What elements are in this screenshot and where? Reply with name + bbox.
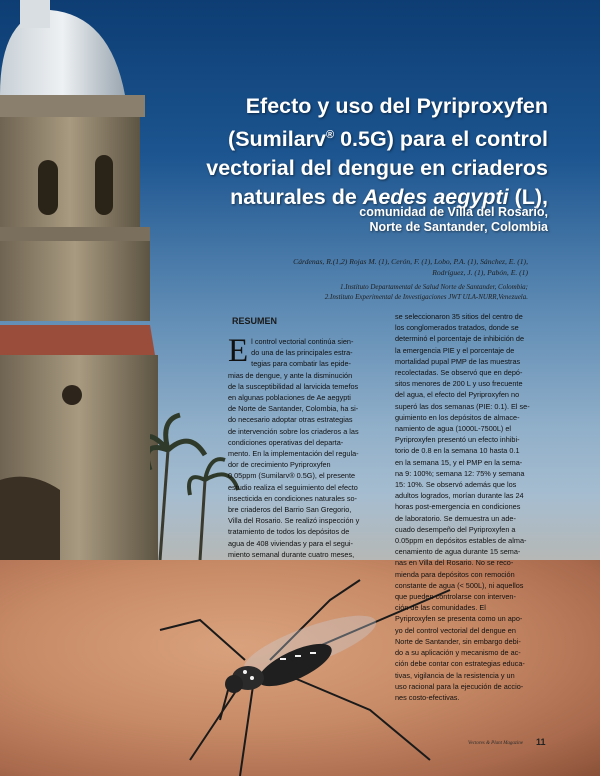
- abstract-column-2: [395, 311, 549, 703]
- affiliation-1: 1.Instituto Departamental de Salud Norte de Santander, Colombia;: [339, 283, 528, 291]
- title-species: Aedes aegypti: [362, 185, 509, 210]
- church-tower-image: [0, 0, 165, 560]
- title-line-3: vectorial del dengue en criaderos: [206, 156, 548, 181]
- subtitle-line-1: comunidad de Villa del Rosario,: [359, 205, 548, 219]
- article-subtitle: [168, 205, 548, 235]
- article-title: [168, 92, 548, 212]
- authors: [208, 256, 528, 278]
- resumen-heading: RESUMEN: [232, 316, 278, 326]
- title-line-2-rest: 0.5G) para el control: [334, 127, 548, 152]
- abstract-column-1-text: l control vectorial continúa sien- do una de las principales estra- tegias para combatir las epide- mias de dengue, y ante la disminución de la susceptibilidad al larvicida temefos en algunas poblaciones de Ae aegypti de Norte de Santander, Colombia, ha si- do necesario adoptar otras estrategias de intervención sobre los criaderos a las condiciones operativas del departa- mento. En la implementación del regula- dor de crecimiento Pyriproxyfen 0.05ppm (Sumilarv® 0.5G), el presente estudio realiza el seguimiento del efecto insecticida en condiciones naturales so- bre criaderos del Barrio San Gregorio, Villa del Rosario. Se realizó inspección y tratamiento de todos los depósitos de agua de 408 viviendas y para el segui- miento semanal durante cuatro meses,: [228, 337, 360, 559]
- title-line-1: Efecto y uso del Pyriproxyfen: [245, 94, 548, 118]
- footer-journal: Vectores & Plant Magazine: [468, 741, 523, 746]
- title-line-4-start: naturales de: [230, 185, 363, 210]
- title-line-2: [168, 121, 548, 154]
- affiliation-2: 2.Instituto Experimental de Investigaciones JWT ULA-NURR,Venezuela.: [324, 293, 528, 301]
- subtitle-line-2: Norte de Santander, Colombia: [369, 220, 548, 234]
- abstract-column-2-text: se seleccionaron 35 sitios del centro de los conglomerados tratados, donde se determinó el porcentaje de inhibición de la emergencia PIE y el porcentaje de mortalidad pupal PMP de las muestras recolectadas. Se observó que en depó- sitos menores de 200 L y uso frecuente del agua, el efecto del Pyriproxyfen no superó las dos semanas (PIE: 0.1). El se- guimiento en los depósitos de almace- namiento de agua (1000L-7500L) el Pyriproxyfen presentó un efecto inhibi- torio de 0.8 en la semana 10 hasta 0.1 en la semana 15, y el PMP en la sema- na 9: 100%; semana 12: 75% y semana 15: 10%. Se observó además que los adultos logrados, morían durante las 24 horas post-emergencia en condiciones de laboratorio. Se demuestra un ade- cuado desempeño del Pyriproxyfen a 0.05ppm en depósitos estables de alma- cenamiento de agua durante 15 sema- nas en Villa del Rosario. No se reco- mienda para depósitos con remoción constante de agua (< 500L), ni aquellos que pueden controlarse con interven- ción de las comunidades. El Pyriproxyfen se presenta como un apo- yo del control vectorial del dengue en Norte de Santander, sin embargo debi- do a su aplicación y mecanismo de ac- ción debe contar con estrategias educa- tivas, vigilancia de la resistencia y un uso racional para la ejecución de accio- nes costo-efectivas.: [395, 312, 530, 702]
- drop-cap: E: [228, 333, 249, 369]
- registered-mark: ®: [326, 129, 335, 141]
- page-number: 11: [536, 737, 546, 747]
- palm-trees-image: [150, 360, 240, 560]
- abstract-column-1: [228, 333, 364, 560]
- title-sumilarv: (Sumilarv: [228, 127, 327, 152]
- authors-line-2: Rodríguez, J. (1), Pabón, E. (1): [432, 268, 528, 277]
- title-line-4-end: (L),: [508, 185, 548, 210]
- affiliations: [208, 282, 528, 302]
- authors-line-1: Cárdenas, R.(1,2) Rojas M. (1), Cerón, F. (1), Lobo, P.A. (1), Sánchez, E. (1),: [293, 257, 528, 266]
